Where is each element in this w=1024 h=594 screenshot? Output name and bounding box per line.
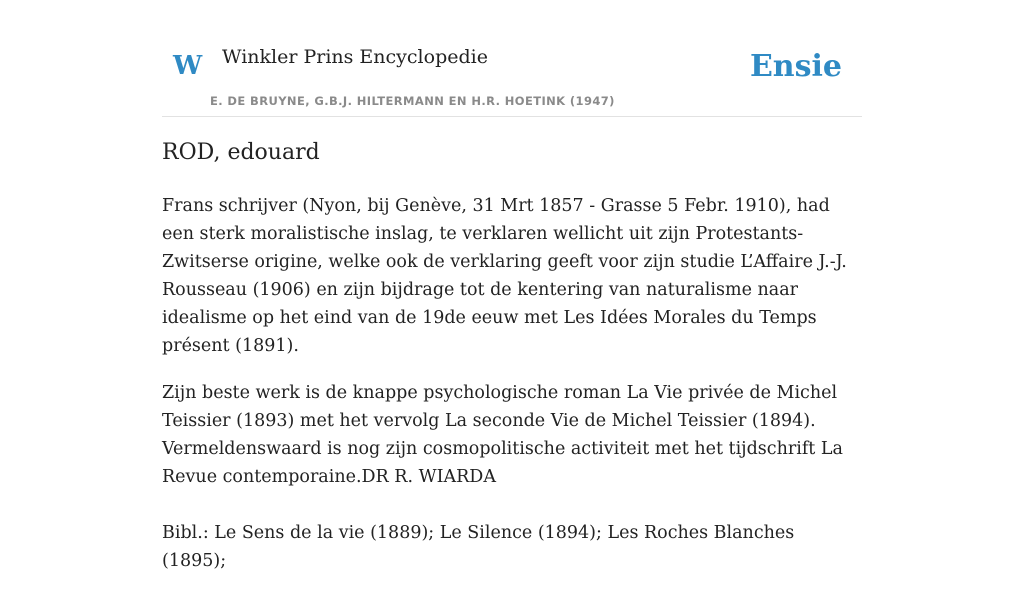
- bibliography: Bibl.: Le Sens de la vie (1889); Le Silence (1894); Les Roches Blanches (1895);: [162, 523, 795, 571]
- entry-body: [162, 192, 862, 594]
- site-header: [162, 0, 862, 117]
- publication-authors: E. DE BRUYNE, G.B.J. HILTERMANN EN H.R. HOETINK (1947): [210, 94, 615, 108]
- entry-title: ROD, edouard: [162, 140, 320, 165]
- entry-paragraph: Zijn beste werk is de knappe psychologische roman La Vie privée de Michel Teissier (1893) met het vervolg La seconde Vie de Michel Teissier (1894). Vermeldenswaard is nog zijn cosmopolitische activiteit met het tijdschrift La Revue contemporaine.DR R. WIARDA: [162, 383, 843, 487]
- winkler-prins-logo[interactable]: W: [173, 51, 203, 81]
- ensie-logo[interactable]: Ensie: [749, 49, 842, 84]
- publication-title[interactable]: Winkler Prins Encyclopedie: [222, 46, 488, 68]
- entry-paragraph: Frans schrijver (Nyon, bij Genève, 31 Mrt 1857 - Grasse 5 Febr. 1910), had een sterk moralistische inslag, te verklaren wellicht uit zijn Protestants-Zwitserse origine, welke ook de verklaring geeft voor zijn studie L’Affaire J.-J. Rousseau (1906) en zijn bijdrage tot de kentering van naturalisme naar idealisme op het eind van de 19de eeuw met Les Idées Morales du Temps présent (1891).: [162, 196, 847, 356]
